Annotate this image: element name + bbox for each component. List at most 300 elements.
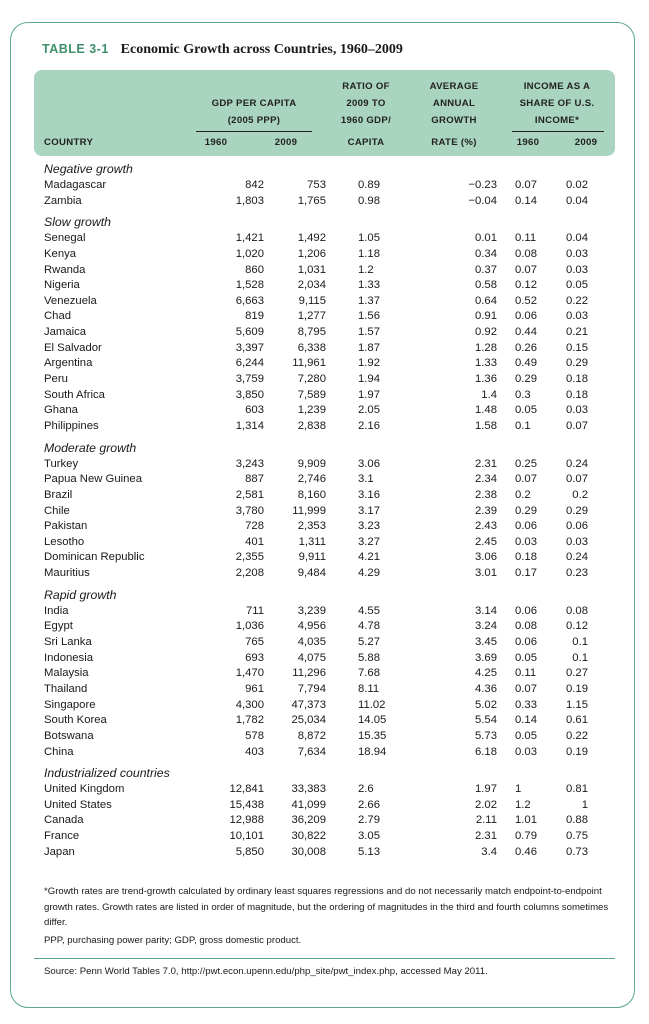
cell-growth-rate: 3.69: [475, 651, 497, 664]
cell-gdp-2009: 4,075: [297, 651, 326, 664]
cell-income-share-2009: 0.22: [566, 729, 588, 742]
table-header: [34, 70, 615, 156]
cell-income-share-2009: 0.19: [566, 682, 588, 695]
cell-gdp-2009: 1,239: [297, 404, 326, 417]
cell-gdp-2009: 7,280: [297, 373, 326, 386]
cell-country: India: [44, 604, 69, 617]
cell-country: Pakistan: [44, 520, 88, 533]
cell-income-share-2009: 0.15: [566, 341, 588, 354]
row-group: [44, 214, 604, 434]
cell-ratio: 2.79: [358, 814, 380, 827]
cell-growth-rate: 2.31: [475, 457, 497, 470]
cell-income-share-1960: 0.52: [515, 294, 537, 307]
cell-country: Ghana: [44, 404, 78, 417]
cell-income-share-1960: 0.14: [515, 714, 537, 727]
table-row: [44, 845, 604, 861]
cell-country: Papua New Guinea: [44, 473, 142, 486]
cell-income-share-2009: 0.07: [566, 473, 588, 486]
table-title: [42, 40, 403, 58]
group-title: Slow growth: [44, 215, 111, 230]
table-row: [44, 798, 604, 814]
cell-gdp-2009: 11,296: [292, 667, 326, 680]
table-row: [44, 813, 604, 829]
cell-gdp-2009: 1,206: [297, 247, 326, 260]
cell-growth-rate: 1.28: [475, 341, 497, 354]
cell-ratio: 1.18: [358, 247, 380, 260]
cell-income-share-1960: 0.26: [515, 341, 537, 354]
cell-growth-rate: 1.33: [475, 357, 497, 370]
cell-ratio: 1.2: [358, 263, 374, 276]
cell-country: Madagascar: [44, 179, 107, 191]
cell-gdp-1960: 728: [245, 520, 264, 533]
table-row: [44, 698, 604, 714]
table-row: [44, 231, 604, 247]
cell-ratio: 2.05: [358, 404, 380, 417]
group-title: Moderate growth: [44, 440, 137, 455]
cell-income-share-2009: 0.04: [566, 194, 588, 207]
table-row: [44, 194, 604, 210]
cell-gdp-2009: 2,746: [297, 473, 326, 486]
group-title: Rapid growth: [44, 587, 117, 602]
header-income-2009: 2009: [574, 137, 598, 148]
cell-income-share-2009: 0.07: [566, 419, 588, 432]
cell-country: Zambia: [44, 194, 82, 207]
cell-income-share-1960: 0.18: [515, 551, 537, 564]
cell-gdp-1960: 1,020: [235, 247, 264, 260]
header-income-1960: 1960: [516, 137, 540, 148]
cell-growth-rate: 2.39: [475, 504, 497, 517]
cell-country: Thailand: [44, 682, 88, 695]
cell-ratio: 4.29: [358, 567, 380, 580]
cell-income-share-1960: 0.3: [515, 388, 531, 401]
cell-gdp-2009: 9,484: [297, 567, 326, 580]
cell-gdp-2009: 1,311: [298, 535, 326, 548]
cell-income-share-2009: 0.03: [566, 404, 588, 417]
cell-gdp-1960: 3,243: [235, 457, 264, 470]
cell-gdp-2009: 11,999: [292, 504, 326, 517]
cell-income-share-1960: 0.11: [515, 667, 537, 680]
cell-gdp-1960: 12,841: [229, 783, 264, 796]
table-row: [44, 372, 604, 388]
cell-gdp-1960: 1,528: [235, 279, 264, 292]
cell-income-share-2009: 0.1: [572, 636, 588, 649]
cell-gdp-2009: 9,909: [297, 457, 326, 470]
cell-country: France: [44, 830, 80, 843]
cell-gdp-2009: 6,338: [297, 341, 326, 354]
cell-gdp-2009: 4,035: [297, 636, 326, 649]
cell-growth-rate: 6.18: [475, 745, 497, 758]
table-row: [44, 682, 604, 698]
cell-income-share-2009: 0.19: [566, 745, 588, 758]
cell-income-share-1960: 0.44: [515, 326, 537, 339]
cell-gdp-2009: 33,383: [291, 783, 326, 796]
cell-gdp-2009: 36,209: [291, 814, 326, 827]
cell-income-share-2009: 1.15: [566, 698, 588, 711]
cell-growth-rate: 5.02: [475, 698, 497, 711]
cell-gdp-2009: 7,634: [297, 745, 326, 758]
cell-income-share-1960: 0.03: [515, 745, 537, 758]
cell-growth-rate: 0.01: [475, 232, 497, 245]
cell-ratio: 2.16: [358, 419, 380, 432]
cell-gdp-2009: 47,373: [291, 698, 326, 711]
cell-gdp-2009: 7,794: [297, 682, 326, 695]
cell-growth-rate: −0.04: [468, 194, 497, 207]
table-row: [44, 535, 604, 551]
cell-gdp-2009: 30,008: [291, 845, 326, 858]
cell-gdp-1960: 2,208: [235, 567, 264, 580]
cell-country: Malaysia: [44, 667, 89, 680]
table-row: [44, 519, 604, 535]
cell-income-share-2009: 0.2: [572, 488, 588, 501]
cell-ratio: 3.27: [358, 535, 380, 548]
cell-income-share-2009: 0.06: [566, 520, 588, 533]
cell-income-share-2009: 0.18: [566, 373, 588, 386]
cell-gdp-1960: 961: [245, 682, 264, 695]
cell-growth-rate: 5.54: [475, 714, 497, 727]
header-ratio-3: 1960 GDP/: [340, 115, 392, 126]
cell-income-share-1960: 0.07: [515, 682, 537, 695]
cell-growth-rate: 3.24: [475, 620, 497, 633]
cell-income-share-2009: 0.24: [566, 551, 588, 564]
footnotes: [44, 884, 609, 950]
cell-gdp-1960: 860: [245, 263, 264, 276]
cell-gdp-1960: 842: [245, 179, 264, 191]
cell-growth-rate: 1.4: [481, 388, 497, 401]
cell-income-share-2009: 0.1: [572, 651, 588, 664]
cell-income-share-2009: 0.88: [566, 814, 588, 827]
cell-ratio: 5.27: [358, 636, 380, 649]
cell-growth-rate: 3.4: [481, 845, 497, 858]
cell-income-share-2009: 0.03: [566, 310, 588, 323]
cell-country: United Kingdom: [44, 783, 125, 796]
cell-growth-rate: 3.45: [475, 636, 497, 649]
cell-gdp-1960: 403: [245, 745, 264, 758]
cell-growth-rate: 1.58: [475, 419, 497, 432]
cell-ratio: 0.98: [358, 194, 380, 207]
table-row: [44, 403, 604, 419]
source-divider: [34, 958, 615, 959]
cell-income-share-1960: 0.07: [515, 263, 537, 276]
cell-gdp-1960: 603: [245, 404, 264, 417]
cell-income-share-2009: 0.03: [566, 247, 588, 260]
cell-growth-rate: 2.11: [475, 814, 497, 827]
cell-ratio: 1.57: [358, 326, 380, 339]
cell-country: South Korea: [44, 714, 107, 727]
cell-gdp-2009: 11,961: [292, 357, 326, 370]
cell-income-share-2009: 0.23: [566, 567, 588, 580]
cell-ratio: 1.33: [358, 279, 380, 292]
cell-growth-rate: 3.06: [475, 551, 497, 564]
cell-income-share-2009: 0.21: [566, 326, 588, 339]
cell-gdp-1960: 15,438: [229, 798, 264, 811]
row-group: [44, 440, 604, 582]
table-body: [44, 159, 604, 865]
cell-growth-rate: 0.64: [475, 294, 497, 307]
cell-ratio: 15.35: [358, 729, 387, 742]
table-row: [44, 388, 604, 404]
cell-income-share-1960: 0.06: [515, 604, 537, 617]
cell-income-share-1960: 0.25: [515, 457, 537, 470]
table-number: TABLE 3-1: [42, 42, 109, 56]
cell-income-share-2009: 0.75: [566, 830, 588, 843]
cell-gdp-1960: 3,850: [235, 388, 264, 401]
cell-ratio: 5.13: [358, 845, 380, 858]
cell-country: Sri Lanka: [44, 636, 92, 649]
row-group: [44, 161, 604, 209]
table-row: [44, 566, 604, 582]
cell-growth-rate: 2.43: [475, 520, 497, 533]
header-gdp-2009: 2009: [274, 137, 298, 148]
table-row: [44, 651, 604, 667]
cell-growth-rate: 2.34: [475, 473, 497, 486]
cell-ratio: 3.06: [358, 457, 380, 470]
cell-income-share-1960: 0.11: [515, 232, 537, 245]
cell-country: Singapore: [44, 698, 96, 711]
cell-gdp-2009: 7,589: [297, 388, 326, 401]
table-row: [44, 488, 604, 504]
table-row: [44, 729, 604, 745]
header-growth-3: GROWTH: [431, 115, 477, 126]
cell-income-share-1960: 0.06: [515, 310, 537, 323]
cell-gdp-2009: 1,765: [297, 194, 326, 207]
cell-country: Chile: [44, 504, 70, 517]
table-row: [44, 356, 604, 372]
cell-country: Nigeria: [44, 279, 80, 292]
cell-income-share-1960: 0.29: [515, 504, 537, 517]
cell-gdp-2009: 1,277: [297, 310, 326, 323]
cell-gdp-1960: 2,581: [235, 488, 264, 501]
cell-ratio: 1.94: [358, 373, 380, 386]
cell-gdp-1960: 3,759: [235, 373, 264, 386]
table-row: [44, 278, 604, 294]
table-row: [44, 457, 604, 473]
header-ratio-2: 2009 TO: [346, 98, 386, 109]
cell-gdp-1960: 1,803: [235, 194, 264, 207]
cell-country: Venezuela: [44, 294, 97, 307]
cell-gdp-1960: 5,850: [235, 845, 264, 858]
cell-gdp-1960: 693: [245, 651, 264, 664]
cell-gdp-1960: 3,780: [235, 504, 264, 517]
cell-ratio: 7.68: [358, 667, 380, 680]
table-row: [44, 263, 604, 279]
cell-income-share-2009: 0.29: [566, 504, 588, 517]
cell-growth-rate: −0.23: [468, 179, 497, 191]
cell-income-share-2009: 0.05: [566, 279, 588, 292]
header-country: COUNTRY: [44, 137, 94, 148]
cell-country: Chad: [44, 310, 72, 323]
row-group: [44, 587, 604, 760]
cell-gdp-2009: 3,239: [297, 604, 326, 617]
cell-growth-rate: 0.91: [475, 310, 497, 323]
cell-growth-rate: 4.36: [475, 682, 497, 695]
cell-income-share-1960: 0.05: [515, 729, 537, 742]
cell-country: Canada: [44, 814, 84, 827]
cell-ratio: 3.05: [358, 830, 380, 843]
cell-ratio: 11.02: [358, 698, 386, 711]
cell-ratio: 18.94: [358, 745, 387, 758]
cell-income-share-2009: 0.18: [566, 388, 588, 401]
cell-growth-rate: 1.97: [475, 783, 497, 796]
cell-gdp-1960: 6,663: [235, 294, 264, 307]
cell-income-share-2009: 0.03: [566, 263, 588, 276]
table-row: [44, 472, 604, 488]
cell-country: Brazil: [44, 488, 73, 501]
header-income-2: SHARE OF U.S.: [519, 98, 595, 109]
cell-income-share-2009: 0.22: [566, 294, 588, 307]
cell-country: Jamaica: [44, 326, 87, 339]
table-row: [44, 604, 604, 620]
cell-growth-rate: 0.92: [475, 326, 497, 339]
cell-gdp-2009: 41,099: [291, 798, 326, 811]
cell-income-share-1960: 0.49: [515, 357, 537, 370]
table-row: [44, 419, 604, 435]
cell-growth-rate: 1.48: [475, 404, 497, 417]
cell-gdp-2009: 30,822: [291, 830, 326, 843]
cell-gdp-2009: 753: [307, 179, 326, 191]
cell-ratio: 5.88: [358, 651, 380, 664]
table-row: [44, 309, 604, 325]
cell-ratio: 1.87: [358, 341, 380, 354]
cell-gdp-1960: 887: [245, 473, 264, 486]
cell-gdp-1960: 1,782: [235, 714, 264, 727]
cell-gdp-2009: 9,911: [298, 551, 326, 564]
cell-income-share-1960: 0.12: [515, 279, 537, 292]
cell-income-share-2009: 0.81: [566, 783, 588, 796]
cell-ratio: 3.23: [358, 520, 380, 533]
header-growth-4: RATE (%): [431, 137, 477, 148]
cell-ratio: 1.37: [358, 294, 380, 307]
cell-ratio: 1.05: [358, 232, 380, 245]
cell-gdp-2009: 2,353: [297, 520, 326, 533]
cell-gdp-1960: 3,397: [235, 341, 264, 354]
cell-growth-rate: 0.58: [475, 279, 497, 292]
cell-gdp-2009: 9,115: [298, 294, 326, 307]
header-gdp-title-1: GDP PER CAPITA: [211, 98, 297, 109]
table-row: [44, 829, 604, 845]
cell-ratio: 1.56: [358, 310, 380, 323]
cell-gdp-1960: 6,244: [235, 357, 264, 370]
cell-country: Peru: [44, 373, 68, 386]
cell-income-share-1960: 0.07: [515, 179, 537, 191]
cell-income-share-1960: 0.1: [515, 419, 531, 432]
cell-growth-rate: 2.38: [475, 488, 497, 501]
header-income-rule: [512, 131, 604, 132]
cell-country: Lesotho: [44, 535, 85, 548]
cell-gdp-2009: 8,795: [297, 326, 326, 339]
cell-growth-rate: 3.14: [475, 604, 497, 617]
table-row: [44, 782, 604, 798]
header-growth-1: AVERAGE: [429, 81, 479, 92]
cell-income-share-2009: 0.61: [566, 714, 588, 727]
cell-income-share-1960: 0.07: [515, 473, 537, 486]
cell-country: United States: [44, 798, 112, 811]
source-note: Source: Penn World Tables 7.0, http://pwt.econ.upenn.edu/php_site/pwt_index.php, accessed May 2011.: [44, 966, 488, 977]
cell-income-share-2009: 0.03: [566, 535, 588, 548]
cell-income-share-1960: 1.01: [515, 814, 537, 827]
header-ratio-4: CAPITA: [347, 137, 385, 148]
cell-income-share-2009: 0.73: [566, 845, 588, 858]
cell-ratio: 14.05: [358, 714, 387, 727]
cell-gdp-1960: 1,470: [235, 667, 264, 680]
group-title: Negative growth: [44, 162, 133, 176]
table-row: [44, 247, 604, 263]
cell-income-share-1960: 0.33: [515, 698, 537, 711]
header-gdp-rule: [196, 131, 312, 132]
cell-growth-rate: 3.01: [475, 567, 497, 580]
cell-income-share-1960: 0.03: [515, 535, 537, 548]
cell-ratio: 8.11: [358, 682, 380, 695]
cell-country: Indonesia: [44, 651, 93, 664]
cell-country: Rwanda: [44, 263, 86, 276]
cell-income-share-2009: 0.24: [566, 457, 588, 470]
cell-gdp-2009: 8,160: [297, 488, 326, 501]
cell-income-share-2009: 1: [581, 798, 588, 811]
cell-country: Senegal: [44, 232, 86, 245]
cell-growth-rate: 5.73: [475, 729, 497, 742]
cell-growth-rate: 2.45: [475, 535, 497, 548]
header-gdp-title-2: (2005 PPP): [227, 115, 281, 126]
cell-growth-rate: 2.02: [475, 798, 497, 811]
cell-income-share-1960: 0.29: [515, 373, 537, 386]
header-income-1: INCOME AS A: [523, 81, 591, 92]
cell-country: Philippines: [44, 419, 99, 432]
cell-country: Egypt: [44, 620, 73, 633]
cell-country: Turkey: [44, 457, 79, 470]
cell-country: El Salvador: [44, 341, 102, 354]
cell-ratio: 4.21: [358, 551, 380, 564]
table-row: [44, 294, 604, 310]
table-row: [44, 550, 604, 566]
cell-gdp-2009: 2,838: [297, 419, 326, 432]
cell-gdp-1960: 1,421: [235, 232, 264, 245]
cell-income-share-1960: 0.08: [515, 247, 537, 260]
cell-income-share-2009: 0.29: [566, 357, 588, 370]
cell-growth-rate: 0.37: [475, 263, 497, 276]
cell-country: South Africa: [44, 388, 105, 401]
cell-gdp-1960: 711: [245, 604, 264, 617]
cell-gdp-1960: 1,036: [235, 620, 264, 633]
cell-country: China: [44, 745, 74, 758]
cell-country: Argentina: [44, 357, 93, 370]
cell-income-share-1960: 0.05: [515, 404, 537, 417]
cell-income-share-1960: 0.08: [515, 620, 537, 633]
cell-gdp-2009: 1,492: [297, 232, 326, 245]
cell-income-share-2009: 0.27: [566, 667, 588, 680]
abbreviation-note: PPP, purchasing power parity; GDP, gross domestic product.: [44, 934, 302, 946]
table-row: [44, 635, 604, 651]
header-income-3: INCOME*: [534, 115, 580, 126]
cell-gdp-2009: 4,956: [297, 620, 326, 633]
cell-income-share-2009: 0.04: [566, 232, 588, 245]
cell-income-share-1960: 0.06: [515, 636, 537, 649]
cell-growth-rate: 0.34: [475, 247, 497, 260]
cell-growth-rate: 4.25: [475, 667, 497, 680]
table-row: [44, 745, 604, 761]
cell-ratio: 3.17: [358, 504, 380, 517]
cell-ratio: 3.16: [358, 488, 380, 501]
cell-country: Japan: [44, 845, 75, 858]
cell-income-share-1960: 0.79: [515, 830, 537, 843]
growth-footnote: *Growth rates are trend-growth calculated by ordinary least squares regressions and do not necessarily match endpoint-to-endpoint growth rates. Growth rates are listed in order of magnitude, but the ordering of magnitudes in the third and fourth columns sometimes differ.: [44, 886, 609, 928]
cell-gdp-1960: 10,101: [229, 830, 264, 843]
table-row: [44, 666, 604, 682]
cell-income-share-1960: 1: [515, 783, 522, 796]
cell-gdp-2009: 1,031: [297, 263, 326, 276]
cell-gdp-1960: 12,988: [229, 814, 264, 827]
header-gdp-1960: 1960: [204, 137, 228, 148]
cell-gdp-1960: 819: [245, 310, 264, 323]
cell-gdp-2009: 2,034: [297, 279, 326, 292]
